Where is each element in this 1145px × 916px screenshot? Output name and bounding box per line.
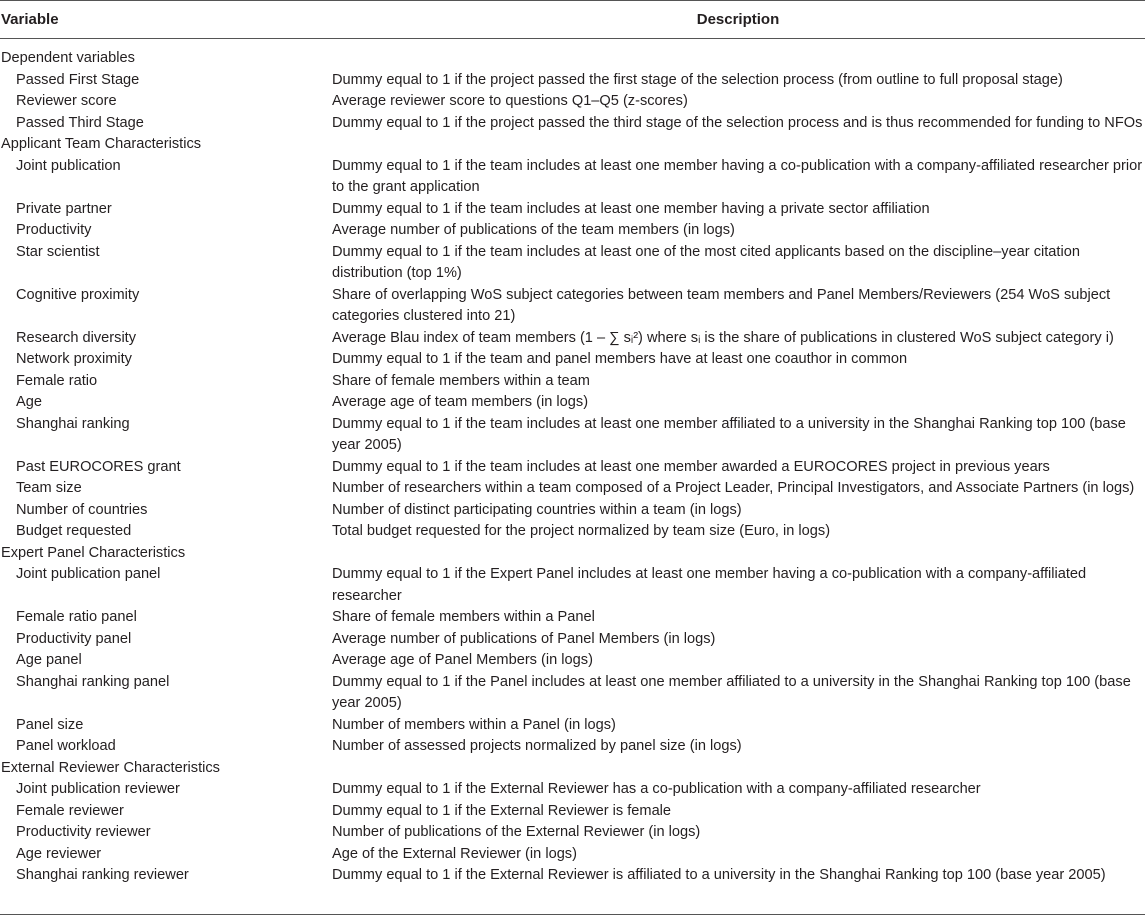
section-header-row	[0, 543, 1145, 565]
variable-cell: Joint publication	[16, 157, 121, 174]
table-row	[0, 91, 1145, 113]
section-header-row	[0, 134, 1145, 156]
description-cell	[332, 543, 1145, 565]
description-cell: Total budget requested for the project normalized by team size (Euro, in logs)	[332, 523, 831, 539]
table-row	[0, 629, 1145, 651]
variable-cell: Age	[16, 394, 42, 410]
description-cell	[332, 48, 1145, 70]
table-row	[0, 371, 1145, 393]
variable-cell: Private partner	[16, 200, 112, 217]
section-header-row	[0, 758, 1145, 780]
description-cell: Average reviewer score to questions Q1–Q5 (z-scores)	[332, 93, 688, 109]
table-header	[0, 0, 1145, 39]
description-cell: Number of researchers within a team composed of a Project Leader, Principal Investigators, and Associate Partners (in logs)	[332, 480, 1135, 496]
description-cell: Dummy equal to 1 if the team includes at least one member having a private sector affiliation	[332, 200, 930, 217]
table-body	[0, 39, 1145, 887]
description-cell: Average number of publications of Panel Members (in logs)	[332, 630, 716, 647]
description-cell: Number of distinct participating countries within a team (in logs)	[332, 501, 742, 518]
description-cell: Share of female members within a Panel	[332, 609, 595, 625]
table-row	[0, 801, 1145, 823]
description-cell: Dummy equal to 1 if the External Reviewer is affiliated to a university in the Shanghai Ranking top 100 (base year 2005)	[332, 867, 1106, 883]
variable-cell: Cognitive proximity	[16, 286, 140, 303]
table-row	[0, 199, 1145, 221]
table-row	[0, 414, 1145, 457]
table-row	[0, 650, 1145, 672]
variable-cell: Number of countries	[16, 501, 148, 518]
description-cell: Dummy equal to 1 if the team includes at least one of the most cited applicants based on the discipline–year citation distribution (top 1%)	[332, 243, 1080, 281]
table-row	[0, 220, 1145, 242]
variable-cell: Productivity reviewer	[16, 824, 151, 840]
table-row	[0, 672, 1145, 715]
description-cell: Dummy equal to 1 if the team includes at least one member affiliated to a university in the Shanghai Ranking top 100 (base year 2005)	[332, 415, 1126, 453]
table-row	[0, 328, 1145, 350]
description-cell	[332, 134, 1145, 156]
table-row	[0, 715, 1145, 737]
description-cell: Dummy equal to 1 if the team includes at least one member awarded a EUROCORES project in previous years	[332, 458, 1050, 475]
section-header-row	[0, 48, 1145, 70]
variable-cell: Panel size	[16, 716, 84, 733]
variable-cell: Shanghai ranking reviewer	[16, 867, 189, 883]
table-row	[0, 392, 1145, 414]
variable-cell: Research diversity	[16, 329, 137, 346]
variable-cell: Female reviewer	[16, 802, 124, 819]
table-row	[0, 156, 1145, 199]
table-row	[0, 70, 1145, 92]
description-cell: Dummy equal to 1 if the project passed the first stage of the selection process (from outline to full proposal stage)	[332, 71, 1063, 88]
description-cell: Number of publications of the External Reviewer (in logs)	[332, 824, 701, 840]
table-row	[0, 478, 1145, 500]
description-cell: Dummy equal to 1 if the External Reviewer is female	[332, 802, 672, 819]
table-row	[0, 521, 1145, 543]
table-row	[0, 844, 1145, 866]
variable-cell: Female ratio panel	[16, 609, 137, 625]
table-row	[0, 349, 1145, 371]
variable-cell: Passed First Stage	[16, 71, 140, 88]
description-cell: Average Blau index of team members (1 – ∑ sᵢ²) where sᵢ is the share of publications in clustered WoS subject category i)	[332, 329, 1114, 346]
table-row	[0, 113, 1145, 135]
description-cell: Dummy equal to 1 if the team includes at least one member having a co-publication with a company-affiliated researcher prior to the grant application	[332, 157, 1143, 195]
variable-cell: Joint publication panel	[16, 566, 161, 582]
description-column-header: Description	[696, 11, 780, 28]
variable-cell: Past EUROCORES grant	[16, 458, 181, 475]
variable-cell: Female ratio	[16, 372, 98, 389]
description-cell: Dummy equal to 1 if the External Reviewer has a co-publication with a company-affiliated researcher	[332, 781, 981, 797]
variable-cell: Productivity	[16, 222, 92, 238]
table-row	[0, 242, 1145, 285]
description-cell	[332, 758, 1145, 780]
variable-cell: Star scientist	[16, 243, 100, 260]
variable-cell: Productivity panel	[16, 630, 132, 647]
variable-column-header: Variable	[1, 11, 59, 28]
table-row	[0, 779, 1145, 801]
description-cell: Share of female members within a team	[332, 372, 590, 389]
variable-cell: Shanghai ranking panel	[16, 673, 170, 690]
table-row	[0, 457, 1145, 479]
description-cell: Average number of publications of the team members (in logs)	[332, 222, 735, 238]
description-cell: Dummy equal to 1 if the team and panel members have at least one coauthor in common	[332, 351, 908, 367]
description-cell: Dummy equal to 1 if the project passed the third stage of the selection process and is thus recommended for funding to NFOs	[332, 114, 1143, 131]
description-cell: Dummy equal to 1 if the Panel includes at least one member affiliated to a university in the Shanghai Ranking top 100 (base year 2005)	[332, 673, 1131, 711]
table-row	[0, 500, 1145, 522]
table-row	[0, 865, 1145, 887]
variable-cell: Age reviewer	[16, 845, 102, 862]
variable-cell: Reviewer score	[16, 93, 117, 109]
variable-cell: Budget requested	[16, 523, 132, 539]
variable-cell: Panel workload	[16, 738, 116, 754]
variable-cell: Team size	[16, 480, 82, 496]
variable-cell: Age panel	[16, 652, 82, 668]
description-cell: Dummy equal to 1 if the Expert Panel includes at least one member having a co-publication with a company-affiliated researcher	[332, 566, 1087, 604]
variable-cell: Joint publication reviewer	[16, 781, 180, 797]
table-row	[0, 607, 1145, 629]
section-label: Applicant Team Characteristics	[1, 136, 202, 152]
table-row	[0, 564, 1145, 607]
variable-cell: Passed Third Stage	[16, 114, 144, 131]
section-label: Expert Panel Characteristics	[1, 544, 186, 561]
description-cell: Number of members within a Panel (in logs)	[332, 716, 616, 733]
description-cell: Average age of team members (in logs)	[332, 394, 589, 410]
description-cell: Average age of Panel Members (in logs)	[332, 652, 593, 668]
description-cell: Number of assessed projects normalized by panel size (in logs)	[332, 738, 742, 754]
description-cell: Age of the External Reviewer (in logs)	[332, 845, 577, 862]
table-row	[0, 285, 1145, 328]
variable-cell: Shanghai ranking	[16, 415, 130, 432]
table-bottom-rule	[0, 914, 1145, 915]
section-label: Dependent variables	[1, 50, 135, 66]
variable-cell: Network proximity	[16, 351, 132, 367]
table-row	[0, 822, 1145, 844]
section-label: External Reviewer Characteristics	[1, 759, 220, 776]
description-cell: Share of overlapping WoS subject categories between team members and Panel Members/Reviewers (254 WoS subject categories clustered into 21)	[332, 286, 1111, 324]
table-row	[0, 736, 1145, 758]
